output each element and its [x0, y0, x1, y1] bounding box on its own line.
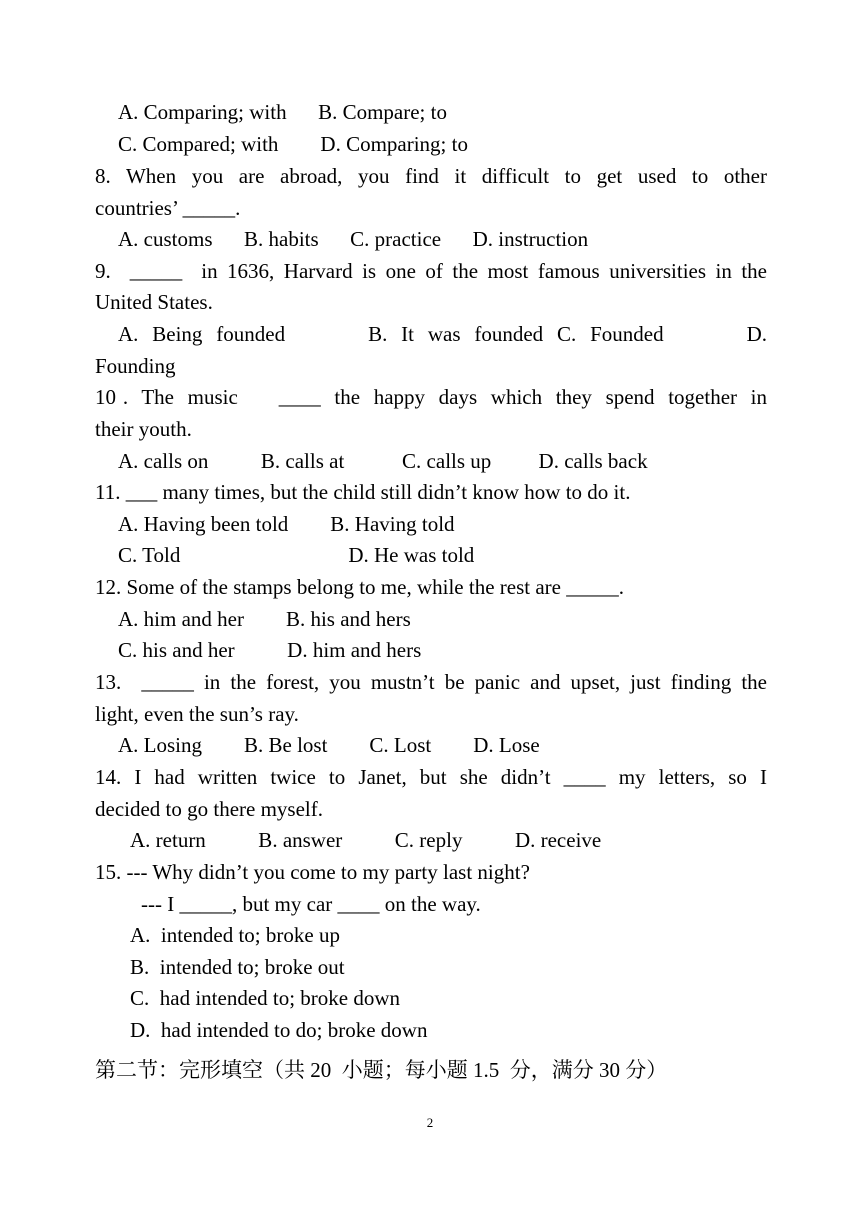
q15-option-a: A. intended to; broke up: [130, 923, 340, 947]
q12-options-row1: A. him and her B. his and hers: [118, 607, 411, 631]
q12-options-row2: C. his and her D. him and hers: [118, 638, 422, 662]
q15-stem-line1: 15. --- Why didn’t you come to my party last night?: [95, 860, 530, 884]
q12-stem: 12. Some of the stamps belong to me, while the rest are _____.: [95, 575, 624, 599]
q13-stem-line1: 13. _____ in the forest, you mustn’t be panic and upset, just finding the: [95, 670, 767, 694]
q11-options-row1: A. Having been told B. Having told: [118, 512, 455, 536]
q15-option-b: B. intended to; broke out: [130, 955, 345, 979]
q14-stem-line2: decided to go there myself.: [95, 797, 324, 821]
section-heading-cloze: 第二节：完形填空（共 20 小题；每小题 1.5 分，满分 30 分）: [95, 1058, 668, 1082]
q7-options-row1: A. Comparing; with B. Compare; to: [118, 100, 447, 124]
q8-options: A. customs B. habits C. practice D. instruction: [118, 227, 589, 251]
q14-stem-line1: 14. I had written twice to Janet, but she didn’t ____ my letters, so I: [95, 765, 767, 789]
q15-option-d: D. had intended to do; broke down: [130, 1018, 428, 1042]
q7-options-row2: C. Compared; with D. Comparing; to: [118, 132, 468, 156]
q10-stem-line2: their youth.: [95, 417, 192, 441]
q11-options-row2: C. Told D. He was told: [118, 543, 475, 567]
q11-stem: 11. ___ many times, but the child still didn’t know how to do it.: [95, 480, 631, 504]
q8-stem-line1: 8. When you are abroad, you find it difficult to get used to other: [95, 164, 767, 188]
q9-stem-line2: United States.: [95, 290, 213, 314]
q13-stem-line2: light, even the sun’s ray.: [95, 702, 299, 726]
q14-options: A. return B. answer C. reply D. receive: [130, 828, 602, 852]
q15-option-c: C. had intended to; broke down: [130, 986, 401, 1010]
page-number: 2: [426, 1115, 434, 1130]
q13-options: A. Losing B. Be lost C. Lost D. Lose: [118, 733, 540, 757]
q9-stem-line1: 9. _____ in 1636, Harvard is one of the most famous universities in the: [95, 259, 767, 283]
q8-stem-line2: countries’ _____.: [95, 196, 241, 220]
q10-stem-line1: 10 . The music ____ the happy days which they spend together in: [95, 385, 767, 409]
q9-options-line1: A. Being founded B. It was founded C. Founded D.: [118, 322, 767, 346]
q9-options-line2: Founding: [95, 354, 176, 378]
q15-stem-line2: --- I _____, but my car ____ on the way.: [141, 892, 481, 916]
q10-options: A. calls on B. calls at C. calls up D. calls back: [118, 449, 648, 473]
